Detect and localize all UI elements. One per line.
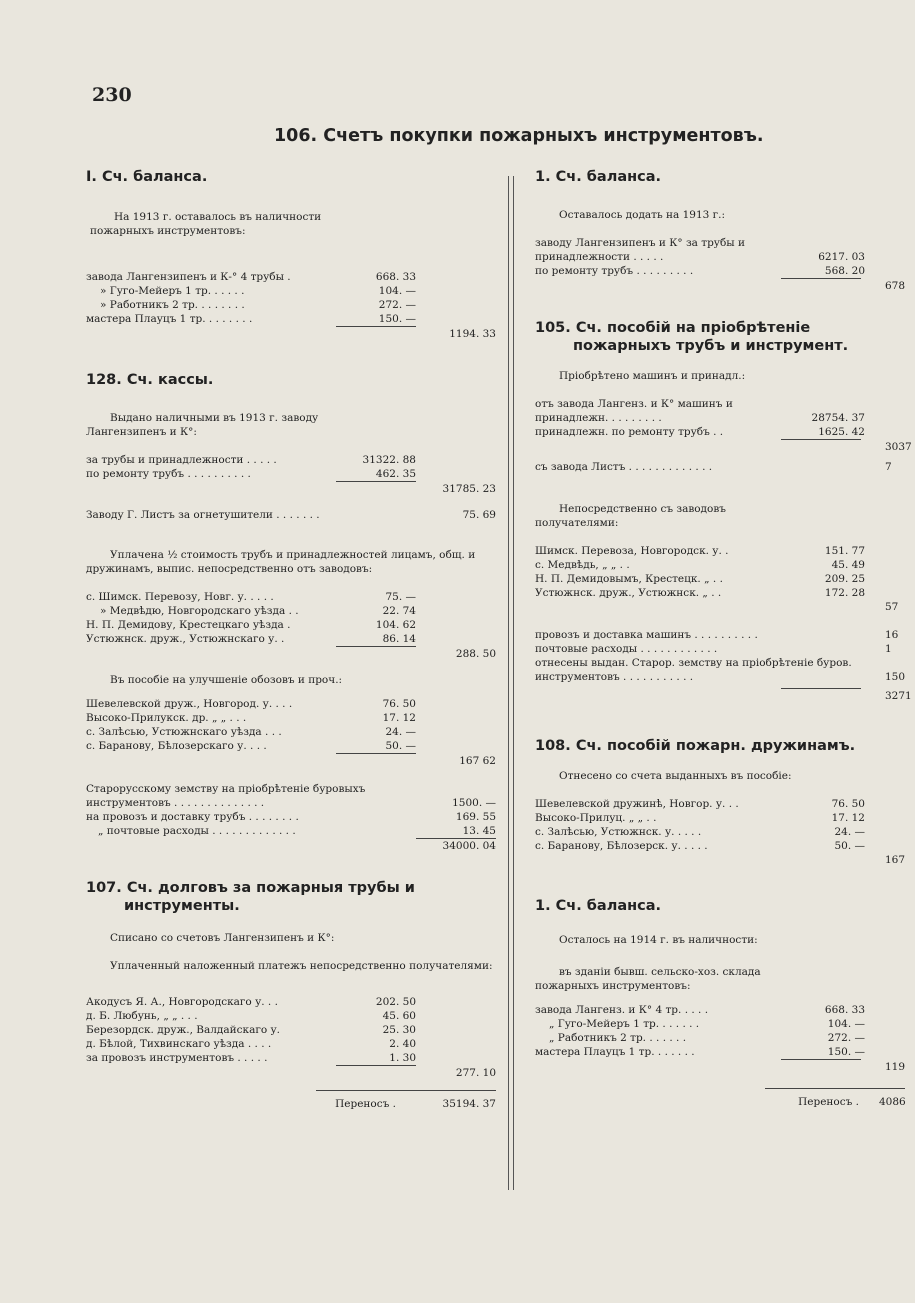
section-intro: Осталось на 1914 г. въ наличности: — [559, 934, 758, 946]
list-item: Устюжнск. друж., Устюжнск. „ . . 172. 28 — [535, 587, 865, 599]
list-item: с. Баранову, Бѣлозерск. у. . . . . 50. — — [535, 840, 865, 852]
list-item: Высоко-Прилукск. др. „ „ . . . 17. 12 — [86, 712, 416, 724]
right-column — [535, 168, 915, 1109]
list-item: » Медвѣдю, Новгородскаго уѣзда . . 22. 74 — [100, 605, 416, 617]
list-item: Высоко-Прилуц. „ „ . . 17. 12 — [535, 812, 865, 824]
section-heading: 1. Сч. баланса. — [535, 898, 662, 914]
section-heading: 105. Сч. пособій на пріобрѣтеніе пожарныхъ трубъ и инструмент. — [535, 320, 849, 354]
section-total: 119 — [885, 1061, 906, 1073]
list-item: отъ завода Лангенз. и К° машинъ и принадлежн. . . . . . . . . 28754. 37 — [535, 398, 865, 424]
section-balance — [86, 168, 496, 341]
section-total: 678 — [885, 280, 906, 292]
list-item: » Гуго-Мейеръ 1 тр. . . . . . 104. — — [100, 285, 416, 297]
section-intro: Уплаченный наложенный платежъ непосредственно получателями: — [110, 960, 493, 972]
list-item: „ Гуго-Мейеръ 1 тр. . . . . . . 104. — — [549, 1018, 865, 1030]
list-item: Устюжнск. друж., Устюжнскаго у. . 86. 14 — [86, 633, 416, 645]
list-item: » Работникъ 2 тр. . . . . . . . 272. — — [100, 299, 416, 311]
list-item: Заводу Г. Листъ за огнетушители . . . . . . . 75. 69 — [86, 509, 496, 521]
column-divider — [508, 176, 509, 1190]
list-item: д. Бѣлой, Тихвинскаго уѣзда . . . . 2. 40 — [86, 1038, 416, 1050]
section-intro: Оставалось додать на 1913 г.: — [559, 209, 726, 221]
section-cash — [86, 371, 496, 853]
section-intro: Уплачена ½ стоимость трубъ и принадлежностей лицамъ, общ. и дружинамъ, выпис. непосредственно отъ заводовъ: — [86, 549, 476, 575]
list-item: с. Залѣсью, Устюжнск. у. . . . . 24. — — [535, 826, 865, 838]
section-total: 3037 — [885, 441, 912, 453]
section-intro: Списано со счетовъ Лангензипенъ и К°: — [110, 932, 335, 944]
list-item: Акодусъ Я. А., Новгородскаго у. . . 202. 50 — [86, 996, 416, 1008]
list-item: заводу Лангензипенъ и К° за трубы и принадлежности . . . . . 6217. 03 — [535, 237, 865, 263]
section-intro: Непосредственно съ заводовъ получателями: — [535, 503, 726, 529]
list-item: Березордск. друж., Валдайскаго у. 25. 30 — [86, 1024, 416, 1036]
list-item: д. Б. Любунь, „ „ . . . 45. 60 — [86, 1010, 416, 1022]
list-item: с. Шимск. Перевозу, Новг. у. . . . . 75. — — [86, 591, 416, 603]
list-item: мастера Плауцъ 1 тр. . . . . . . . 150. — — [86, 313, 416, 325]
section-heading: 107. Сч. долговъ за пожарныя трубы и инструменты. — [86, 880, 415, 914]
list-item: завода Лангенз. и К° 4 тр. . . . . 668. 33 — [535, 1004, 865, 1016]
section-heading: 108. Сч. пособій пожарн. дружинамъ. — [535, 738, 856, 754]
list-item: почтовые расходы . . . . . . . . . . . . 1 — [535, 643, 892, 655]
list-item: завода Лангензипенъ и К-° 4 трубы . 668. 33 — [86, 271, 416, 283]
section-intro: Пріобрѣтено машинъ и принадл.: — [559, 370, 746, 382]
section-subsidies — [535, 319, 915, 703]
list-item: Шимск. Перевоза, Новгородск. у. . 151. 77 — [535, 545, 865, 557]
list-item: съ завода Листъ . . . . . . . . . . . . . 7 — [535, 461, 892, 473]
list-item: мастера Плауцъ 1 тр. . . . . . . 150. — — [535, 1046, 865, 1058]
list-item: „ почтовые расходы . . . . . . . . . . . . . 13. 45 — [98, 825, 496, 837]
list-item: Шевелевской дружинѣ, Новгор. у. . . 76. 50 — [535, 798, 865, 810]
list-item: Старорусскому земству на пріобрѣтеніе буровыхъ инструментовъ . . . . . . . . . . . . . . 1500. — — [86, 783, 496, 809]
list-item: принадлежн. по ремонту трубъ . . 1625. 42 — [535, 426, 865, 438]
section-total: 1194. 33 — [449, 328, 496, 340]
section-heading: 1. Сч. баланса. — [535, 169, 662, 185]
list-item: по ремонту трубъ . . . . . . . . . . 462. 35 — [86, 468, 416, 480]
list-item: провозъ и доставка машинъ . . . . . . . . . . 16 — [535, 629, 899, 641]
column-divider — [513, 176, 514, 1190]
list-item: с. Баранову, Бѣлозерскаго у. . . . 50. — — [86, 740, 416, 752]
section-intro: Въ пособіе на улучшеніе обозовъ и проч.: — [110, 674, 343, 686]
section-heading: 128. Сч. кассы. — [86, 372, 214, 388]
section-total: 288. 50 — [455, 648, 496, 660]
section-balance — [535, 168, 915, 293]
section-total: 167 — [885, 854, 906, 866]
section-debts — [86, 879, 496, 1111]
list-item: на провозъ и доставку трубъ . . . . . . . . 169. 55 — [86, 811, 496, 823]
list-item: Шевелевской друж., Новгород. у. . . . 76. 50 — [86, 698, 416, 710]
grand-total: 34000. 04 — [442, 840, 496, 852]
list-item: с. Медвѣдь, „ „ . . 45. 49 — [535, 559, 865, 571]
section-intro: На 1913 г. оставалось въ наличности пожарныхъ инструментовъ: — [90, 211, 322, 237]
section-intro: въ зданіи бывш. сельско-хоз. склада пожарныхъ инструментовъ: — [535, 966, 761, 992]
list-item: „ Работникъ 2 тр. . . . . . . 272. — — [549, 1032, 865, 1044]
section-heading: I. Сч. баланса. — [86, 169, 208, 185]
section-total: 3271 — [885, 690, 912, 702]
section-intro: Отнесено со счета выданныхъ въ пособіе: — [559, 770, 792, 782]
carry-forward: Переносъ . 35194. 37 — [335, 1098, 496, 1110]
section-balance-1914 — [535, 897, 915, 1109]
section-total: 31785. 23 — [442, 483, 496, 495]
section-total: 277. 10 — [455, 1067, 496, 1079]
section-intro: Выдано наличными въ 1913 г. заводу Лангензипенъ и К°: — [86, 412, 319, 438]
list-item: отнесены выдан. Старор. земству на пріобрѣтеніе буров. инструментовъ . . . . . . . . . . . 150 — [535, 657, 906, 683]
list-item: по ремонту трубъ . . . . . . . . . 568. 20 — [535, 265, 865, 277]
list-item: Н. П. Демидовымъ, Крестецк. „ . . 209. 25 — [535, 573, 865, 585]
section-total: 57 — [885, 601, 899, 613]
list-item: за провозъ инструментовъ . . . . . 1. 30 — [86, 1052, 416, 1064]
left-column — [86, 168, 496, 1111]
list-item: за трубы и принадлежности . . . . . 31322. 88 — [86, 454, 416, 466]
section-brigades — [535, 737, 915, 867]
page-number: 230 — [92, 84, 132, 106]
list-item: Н. П. Демидову, Крестецкаго уѣзда . 104. 62 — [86, 619, 416, 631]
page-title: 106. Счетъ покупки пожарныхъ инструментовъ. — [274, 126, 764, 146]
section-total: 167 62 — [459, 755, 496, 767]
list-item: с. Залѣсью, Устюжнскаго уѣзда . . . 24. — — [86, 726, 416, 738]
carry-forward: Переносъ . 4086 — [798, 1096, 906, 1108]
